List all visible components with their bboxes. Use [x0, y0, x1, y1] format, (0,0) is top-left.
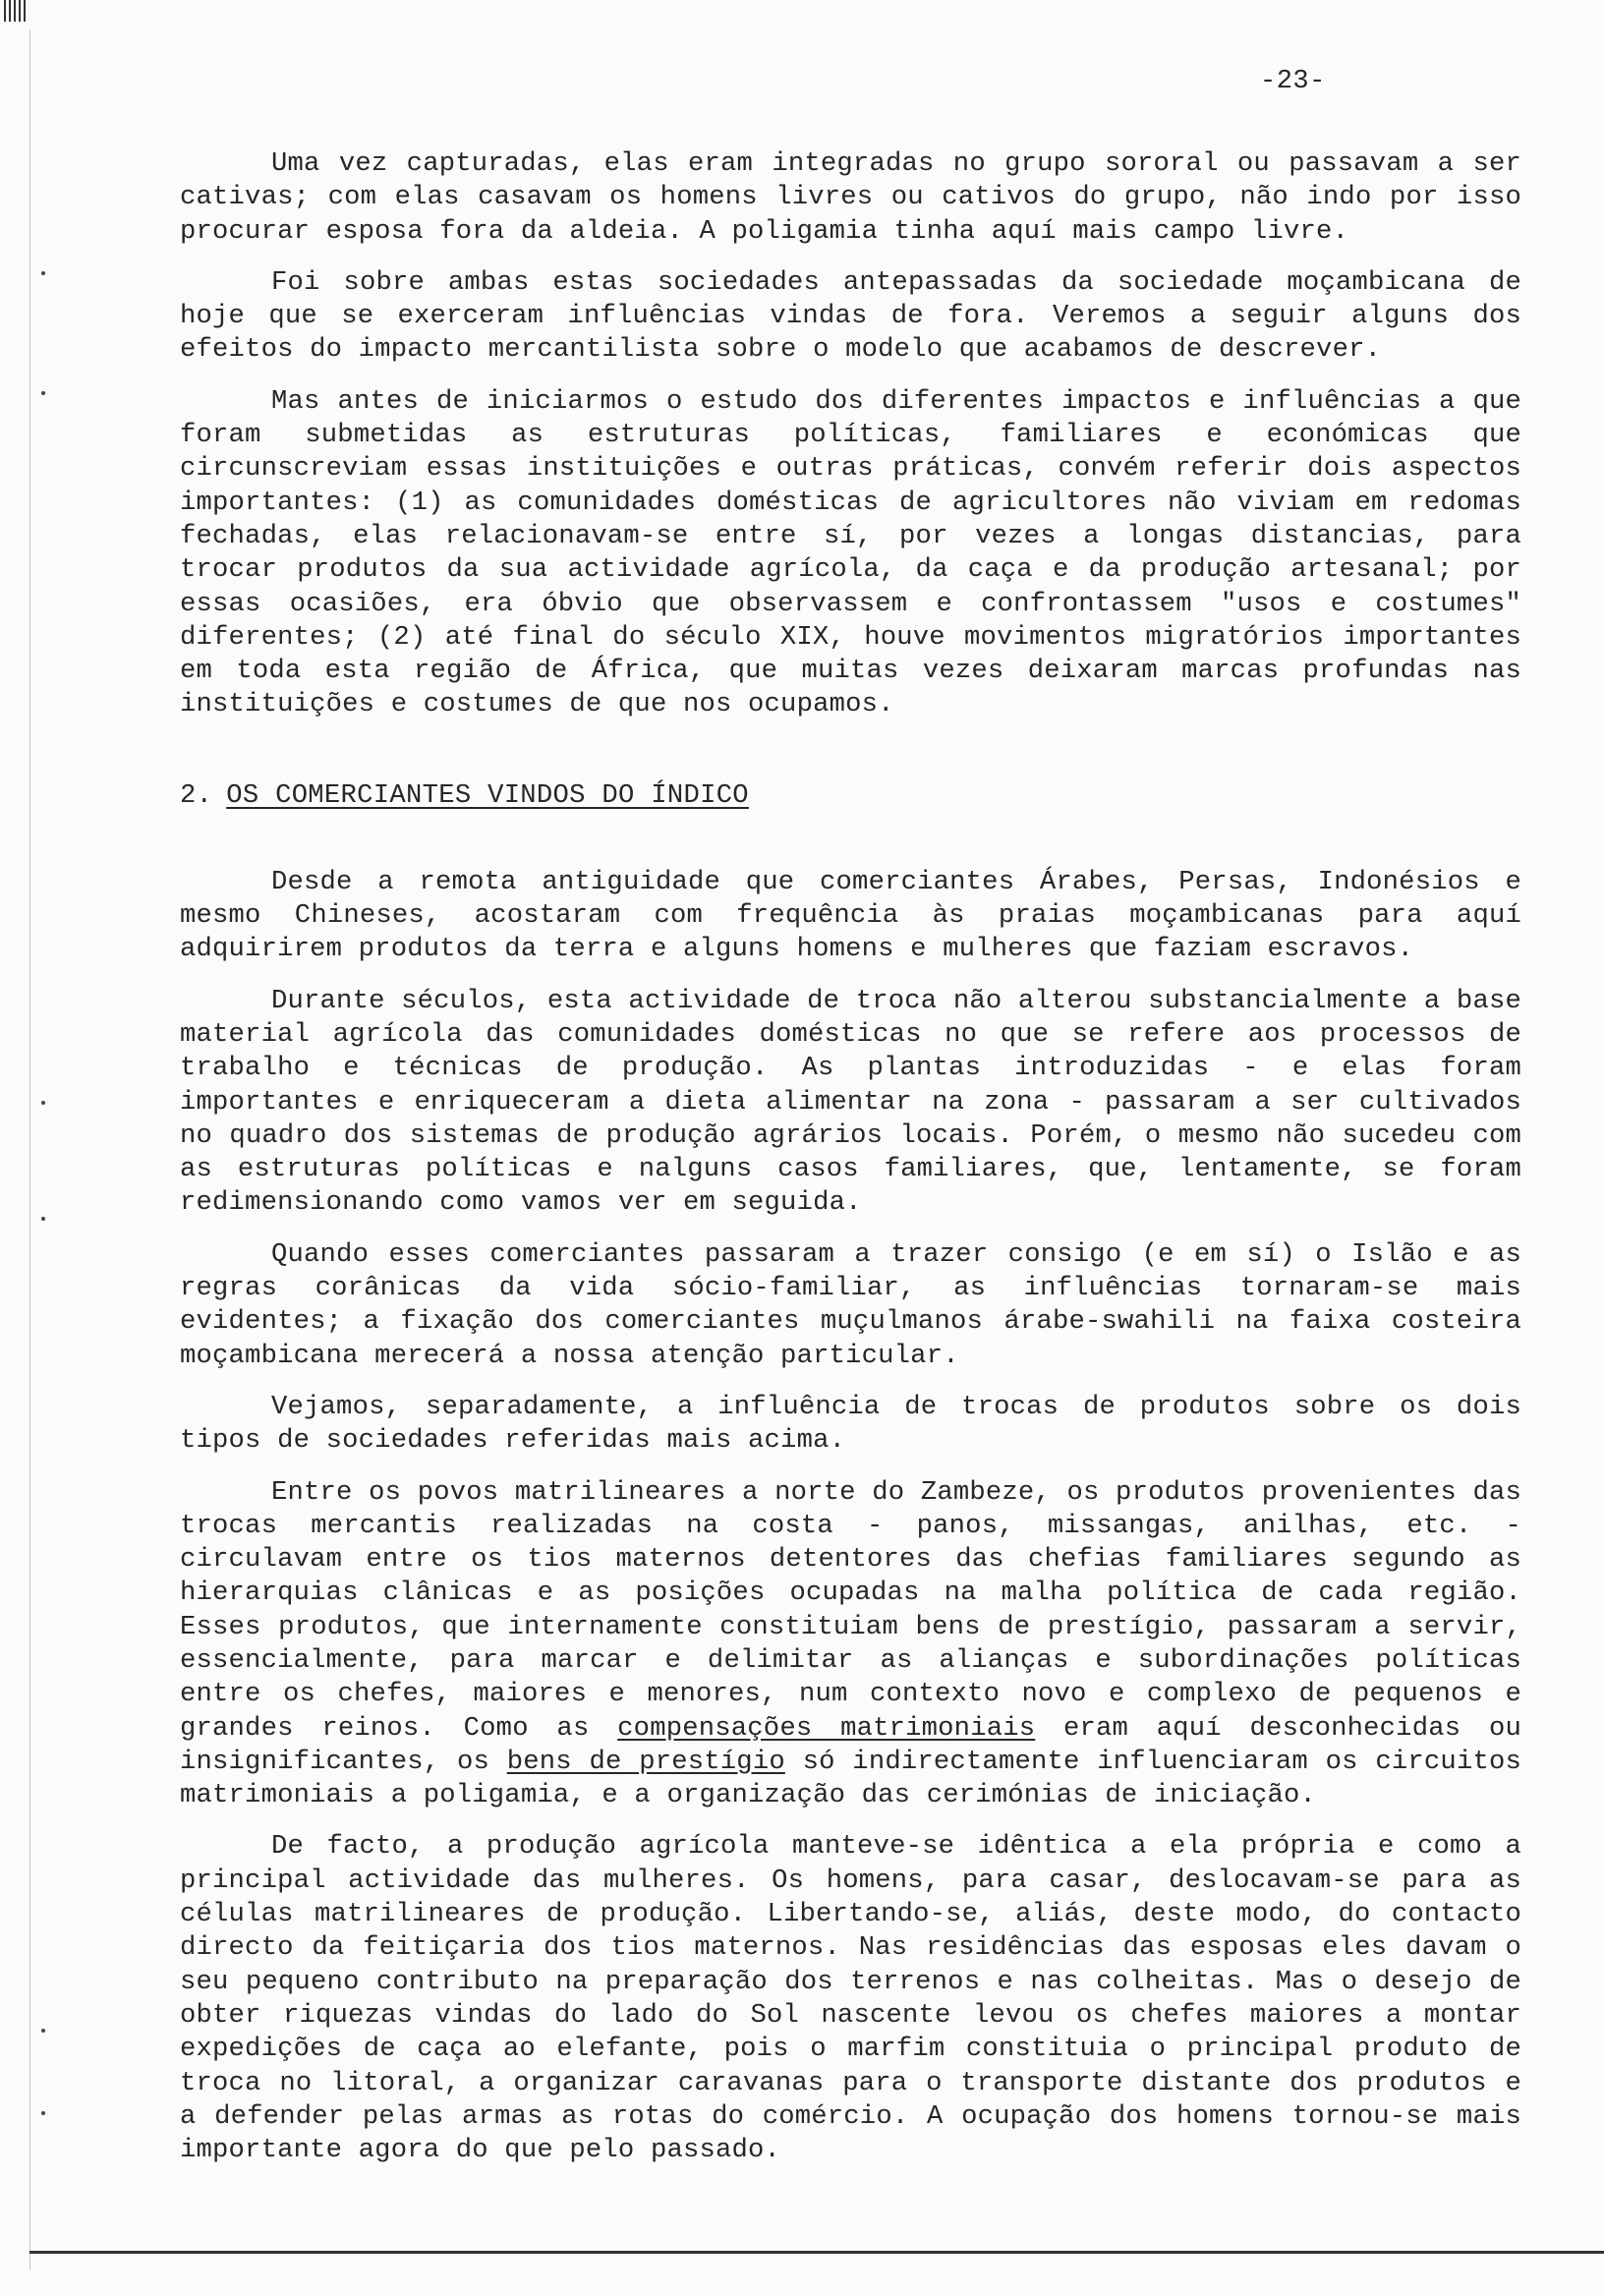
- paragraph: Vejamos, separadamente, a influência de trocas de produtos sobre os dois tipos de sociedades referidas mais acima.: [180, 1391, 1521, 1457]
- paragraph: Desde a remota antiguidade que comerciantes Árabes, Persas, Indonésios e mesmo Chineses, acostaram com frequência às praias moçambicanas para aquí adquirirem produtos da terra e alguns homens e mulheres que faziam escravos.: [180, 866, 1521, 965]
- margin-dot: [41, 2029, 45, 2033]
- paragraph: Durante séculos, esta actividade de troca não alterou substancialmente a base material agrícola das comunidades domésticas no que se refere aos processos de trabalho e técnicas de produção. As plantas introduzidas - e elas foram importantes e enriqueceram a dieta alimentar na zona - passaram a ser cultivados no quadro dos sistemas de produção agrários locais. Porém, o mesmo não sucedeu com as estruturas políticas e nalguns casos familiares, que, lentamente, se foram redimensionando como vamos ver em seguida.: [180, 985, 1521, 1219]
- paragraph-text: eram aquí desconhecidas ou insignificantes, os: [180, 1712, 1521, 1777]
- paragraph-with-underlines: [180, 1476, 1521, 1813]
- paragraph-text: Entre os povos matrilineares a norte do Zambeze, os produtos provenientes das trocas mercantis realizadas na costa - panos, missangas, anilhas, etc. - circulavam entre os tios maternos detentores das chefias familiares segundo as hierarquias clânicas e as posições ocupadas na malha política de cada região. Esses produtos, que internamente constituiam bens de prestígio, passaram a servir, essencialmente, para marcar e delimitar as alianças e subordinações políticas entre os chefes, maiores e menores, num contexto novo e complexo de pequenos e grandes reinos. Como as: [180, 1476, 1521, 1744]
- page-number: -23-: [1260, 67, 1326, 96]
- scan-left-edge-line: [29, 29, 30, 2270]
- margin-dot: [41, 1101, 45, 1105]
- paragraph: Foi sobre ambas estas sociedades antepassadas da sociedade moçambicana de hoje que se exerceram influências vindas de fora. Veremos a seguir alguns dos efeitos do impacto mercantilista sobre o modelo que acabamos de descrever.: [180, 266, 1521, 366]
- bottom-rule: [29, 2251, 1604, 2254]
- underlined-term: compensações matrimoniais: [617, 1712, 1036, 1744]
- margin-dot: [41, 1217, 45, 1221]
- margin-dot: [41, 391, 45, 395]
- section-heading: [180, 779, 1521, 813]
- scan-corner-mark: [4, 0, 28, 22]
- paragraph: Quando esses comerciantes passaram a trazer consigo (e em sí) o Islão e as regras corânicas da vida sócio-familiar, as influências tornaram-se mais evidentes; a fixação dos comerciantes muçulmanos árabe-swahili na faixa costeira moçambicana merecerá a nossa atenção particular.: [180, 1238, 1521, 1371]
- margin-dot: [41, 271, 45, 275]
- underlined-term: bens de prestígio: [506, 1746, 785, 1777]
- margin-dot: [41, 2111, 45, 2115]
- paragraph-text: só indirectamente influenciaram os circuitos matrimoniais a poligamia, e a organização das cerimónias de iniciação.: [180, 1746, 1522, 1811]
- paragraph: De facto, a produção agrícola manteve-se idêntica a ela própria e como a principal actividade das mulheres. Os homens, para casar, deslocavam-se para as células matrilineares de produção. Libertando-se, aliás, deste modo, do contacto directo da feitiçaria dos tios maternos. Nas residências das esposas eles davam o seu pequeno contributo na preparação dos terrenos e nas colheitas. Mas o desejo de obter riquezas vindas do lado do Sol nascente levou os chefes maiores a montar expedições de caça ao elefante, pois o marfim constituia o principal produto de troca no litoral, a organizar caravanas para o transporte distante dos produtos e a defender pelas armas as rotas do comércio. A ocupação dos homens tornou-se mais importante agora do que pelo passado.: [180, 1831, 1521, 2166]
- paragraph: Uma vez capturadas, elas eram integradas no grupo sororal ou passavam a ser cativas; com elas casavam os homens livres ou cativos do grupo, não indo por isso procurar esposa fora da aldeia. A poligamia tinha aquí mais campo livre.: [180, 148, 1521, 247]
- page-body: [180, 147, 1521, 2185]
- section-title: OS COMERCIANTES VINDOS DO ÍNDICO: [226, 779, 749, 811]
- paragraph: Mas antes de iniciarmos o estudo dos diferentes impactos e influências a que foram submetidas as estruturas políticas, familiares e económicas que circunscreviam essas instituições e outras práticas, convém referir dois aspectos importantes: (1) as comunidades domésticas de agricultores não viviam em redomas fechadas, elas relacionavam-se entre sí, por vezes a longas distancias, para trocar produtos da sua actividade agrícola, da caça e da produção artesanal; por essas ocasiões, era óbvio que observassem e confrontassem "usos e costumes" diferentes; (2) até final do século XIX, houve movimentos migratórios importantes em toda esta região de África, que muitas vezes deixaram marcas profundas nas instituições e costumes de que nos ocupamos.: [180, 385, 1521, 720]
- section-number: 2.: [180, 779, 213, 811]
